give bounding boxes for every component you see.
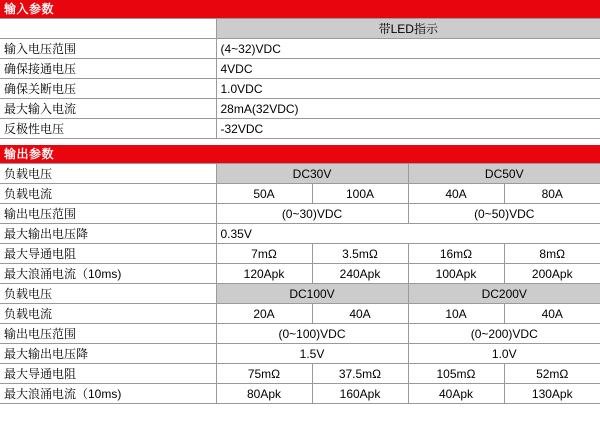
table-row — [0, 204, 600, 224]
row-value: 10A — [408, 304, 504, 324]
table-row — [0, 224, 600, 244]
row-label: 最大导通电阻 — [0, 364, 216, 384]
table-row — [0, 364, 600, 384]
row-value: 8mΩ — [504, 244, 600, 264]
table-row — [0, 184, 600, 204]
row-value: 100Apk — [408, 264, 504, 284]
row-label: 最大输入电流 — [0, 99, 216, 119]
row-label — [0, 19, 216, 39]
row-value: 带LED指示 — [216, 19, 600, 39]
row-value: (0~200)VDC — [408, 324, 600, 344]
row-value: 120Apk — [216, 264, 312, 284]
row-label: 最大浪涌电流（10ms) — [0, 264, 216, 284]
row-label: 确保关断电压 — [0, 79, 216, 99]
section-title-output: 输出参数 — [0, 145, 600, 163]
row-label: 反极性电压 — [0, 119, 216, 139]
row-label: 确保接通电压 — [0, 59, 216, 79]
row-value: 200Apk — [504, 264, 600, 284]
row-value: 105mΩ — [408, 364, 504, 384]
row-value: 16mΩ — [408, 244, 504, 264]
row-label: 负载电流 — [0, 184, 216, 204]
row-value: 37.5mΩ — [312, 364, 408, 384]
row-value: (0~50)VDC — [408, 204, 600, 224]
table-row — [0, 244, 600, 264]
row-label: 输出电压范围 — [0, 204, 216, 224]
section-input — [0, 0, 600, 139]
table-row — [0, 344, 600, 364]
row-label: 输出电压范围 — [0, 324, 216, 344]
table-row — [0, 284, 600, 304]
row-label: 负载电流 — [0, 304, 216, 324]
row-value: (0~30)VDC — [216, 204, 408, 224]
row-value: 20A — [216, 304, 312, 324]
table-row — [0, 304, 600, 324]
row-value: 0.35V — [216, 224, 600, 244]
row-value: (4~32)VDC — [216, 39, 600, 59]
row-value: DC30V — [216, 164, 408, 184]
row-label: 负载电压 — [0, 164, 216, 184]
output-parameters-table — [0, 163, 600, 404]
table-row — [0, 19, 600, 39]
row-value: 40A — [408, 184, 504, 204]
row-value: (0~100)VDC — [216, 324, 408, 344]
row-label: 最大导通电阻 — [0, 244, 216, 264]
table-row — [0, 79, 600, 99]
row-value: DC50V — [408, 164, 600, 184]
row-value: 4VDC — [216, 59, 600, 79]
table-row — [0, 59, 600, 79]
row-label: 最大浪涌电流（10ms) — [0, 384, 216, 404]
section-title-input: 输入参数 — [0, 0, 600, 18]
row-value: 28mA(32VDC) — [216, 99, 600, 119]
row-value: 40Apk — [408, 384, 504, 404]
row-value: 130Apk — [504, 384, 600, 404]
table-row — [0, 99, 600, 119]
row-label: 负载电压 — [0, 284, 216, 304]
row-label: 最大输出电压降 — [0, 224, 216, 244]
row-value: DC100V — [216, 284, 408, 304]
row-value: 1.0V — [408, 344, 600, 364]
row-value: DC200V — [408, 284, 600, 304]
table-row — [0, 164, 600, 184]
row-value: 52mΩ — [504, 364, 600, 384]
section-output — [0, 145, 600, 404]
row-value: 75mΩ — [216, 364, 312, 384]
row-value: 40A — [312, 304, 408, 324]
input-parameters-table — [0, 18, 600, 139]
row-value: 240Apk — [312, 264, 408, 284]
table-row — [0, 39, 600, 59]
row-value: 80Apk — [216, 384, 312, 404]
row-value: 40A — [504, 304, 600, 324]
row-value: 100A — [312, 184, 408, 204]
row-label: 最大输出电压降 — [0, 344, 216, 364]
row-value: 80A — [504, 184, 600, 204]
row-value: -32VDC — [216, 119, 600, 139]
row-value: 160Apk — [312, 384, 408, 404]
row-value: 1.0VDC — [216, 79, 600, 99]
table-row — [0, 384, 600, 404]
table-row — [0, 119, 600, 139]
row-value: 7mΩ — [216, 244, 312, 264]
row-value: 50A — [216, 184, 312, 204]
table-row — [0, 324, 600, 344]
row-value: 1.5V — [216, 344, 408, 364]
table-row — [0, 264, 600, 284]
row-label: 输入电压范围 — [0, 39, 216, 59]
row-value: 3.5mΩ — [312, 244, 408, 264]
